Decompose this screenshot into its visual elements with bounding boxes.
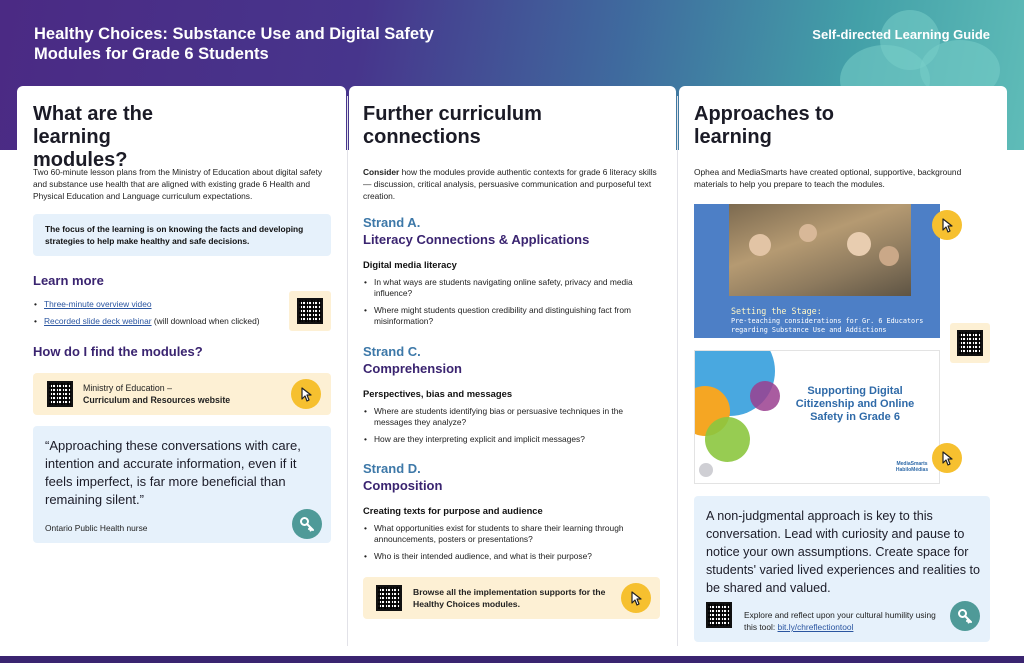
non-judgmental-text: A non-judgmental approach is key to this conversation. Lead with curiosity and pause to notice your own assumptions. Create space for students' varied lived experiences and realities to be shared and valued. bbox=[706, 509, 981, 595]
qr-code[interactable] bbox=[957, 330, 983, 356]
strand-name: Comprehension bbox=[363, 361, 462, 376]
student-figure bbox=[847, 232, 871, 256]
focus-box bbox=[33, 214, 331, 256]
decorative-circle bbox=[699, 463, 713, 477]
strand-c-heading bbox=[363, 343, 462, 377]
student-figure bbox=[749, 234, 771, 256]
list-item: • In what ways are students navigating online safety, privacy and media influence? bbox=[363, 277, 655, 299]
strand-subheading: Creating texts for purpose and audience bbox=[363, 505, 543, 516]
approaches-intro: Ophea and MediaSmarts have created optional, supportive, background materials to help you prepare to teach the modules. bbox=[694, 167, 962, 189]
consider-word: Consider bbox=[363, 167, 400, 177]
cursor-click-icon[interactable] bbox=[932, 210, 962, 240]
column-approaches bbox=[679, 86, 1007, 656]
quote-box bbox=[33, 426, 331, 543]
guide-label: Self-directed Learning Guide bbox=[812, 27, 990, 42]
mediasmarts-logo: MediaSmarts HabiloMédias bbox=[895, 461, 929, 473]
focus-text: The focus of the learning is on knowing the facts and developing strategies to help make healthy and safe decisions. bbox=[45, 224, 304, 246]
list-item: • Who is their intended audience, and what is their purpose? bbox=[363, 551, 655, 562]
thumbnail-title: Setting the Stage: bbox=[731, 306, 822, 316]
curriculum-heading: Further curriculum connections bbox=[363, 103, 542, 148]
ministry-line-1: Ministry of Education – bbox=[83, 383, 172, 393]
strand-label: Strand D. bbox=[363, 461, 421, 476]
learn-more-links bbox=[33, 299, 293, 333]
learn-more-qr-frame bbox=[289, 291, 331, 331]
ministry-line-2: Curriculum and Resources website bbox=[83, 395, 231, 405]
column-divider bbox=[347, 96, 348, 646]
strand-label: Strand C. bbox=[363, 344, 421, 359]
decorative-circle bbox=[705, 417, 750, 462]
key-icon bbox=[292, 509, 322, 539]
decorative-circle bbox=[750, 381, 780, 411]
strand-a-questions bbox=[363, 277, 655, 333]
list-item: • How are they interpreting explicit and implicit messages? bbox=[363, 434, 655, 445]
curriculum-intro-rest: how the modules provide authentic contexts for grade 6 literacy skills — discussion, critical analysis, persuasive communication and purposeful text creation. bbox=[363, 167, 657, 201]
cursor-click-icon[interactable] bbox=[291, 379, 321, 409]
list-item bbox=[33, 299, 293, 310]
classroom-photo bbox=[729, 204, 911, 296]
cursor-click-icon[interactable] bbox=[621, 583, 651, 613]
qr-code[interactable] bbox=[376, 585, 402, 611]
strand-d-questions bbox=[363, 523, 655, 568]
modules-intro: Two 60-minute lesson plans from the Ministry of Education about digital safety and substance use health that are aligned with existing grade 6 Health and Physical Education and Language curriculum expectations. bbox=[33, 167, 323, 201]
strand-d-heading bbox=[363, 460, 442, 494]
browse-supports-text: Browse all the implementation supports for the Healthy Choices modules. bbox=[413, 587, 606, 609]
student-figure bbox=[879, 246, 899, 266]
cursor-click-icon[interactable] bbox=[932, 443, 962, 473]
strand-a-heading bbox=[363, 214, 589, 248]
strand-c-questions bbox=[363, 406, 655, 451]
list-item: • Where might students question credibility and distinguishing fact from misinformation? bbox=[363, 305, 655, 327]
key-icon bbox=[950, 601, 980, 631]
strand-subheading: Perspectives, bias and messages bbox=[363, 388, 513, 399]
list-item: • Where are students identifying bias or persuasive techniques in the messages they analyze? bbox=[363, 406, 655, 428]
explore-label: Explore and reflect upon your cultural humility using this tool: bbox=[744, 610, 936, 632]
ministry-resource-box[interactable] bbox=[33, 373, 331, 415]
curriculum-intro bbox=[363, 166, 661, 202]
column-curriculum-connections bbox=[349, 86, 676, 656]
footer-bar bbox=[0, 656, 1024, 663]
nurse-quote: “Approaching these conversations with care, intention and accurate information, even if it feels imperfect, is far more beneficial than remaining silent.” bbox=[45, 438, 301, 507]
qr-code[interactable] bbox=[297, 298, 323, 324]
find-modules-heading: How do I find the modules? bbox=[33, 344, 203, 359]
browse-supports-box[interactable] bbox=[363, 577, 660, 619]
setting-stage-qr-frame bbox=[950, 323, 990, 363]
learn-more-heading: Learn more bbox=[33, 273, 104, 288]
reflection-tool-link[interactable]: bit.ly/chreflectiontool bbox=[777, 622, 854, 632]
student-figure bbox=[799, 224, 817, 242]
cultural-humility-box bbox=[694, 496, 990, 642]
explore-text bbox=[744, 609, 944, 633]
qr-code[interactable] bbox=[706, 602, 732, 628]
strand-subheading: Digital media literacy bbox=[363, 259, 457, 270]
column-learning-modules bbox=[17, 86, 346, 656]
strand-name: Composition bbox=[363, 478, 443, 493]
webinar-link[interactable]: Recorded slide deck webinar bbox=[44, 316, 152, 326]
thumbnail-title: Supporting Digital Citizenship and Online Safety in Grade 6 bbox=[795, 385, 915, 423]
column-divider bbox=[677, 96, 678, 646]
list-item: • What opportunities exist for students to share their learning through announcements, posters or presentations? bbox=[363, 523, 655, 545]
thumbnail-subtitle: Pre-teaching considerations for Gr. 6 Educators regarding Substance Use and Addictions bbox=[731, 317, 924, 334]
strand-label: Strand A. bbox=[363, 215, 421, 230]
overview-video-link[interactable]: Three-minute overview video bbox=[44, 299, 152, 309]
quote-attribution: Ontario Public Health nurse bbox=[45, 523, 148, 533]
qr-code[interactable] bbox=[47, 381, 73, 407]
list-item bbox=[33, 316, 293, 327]
learning-modules-heading: What are the learning modules? bbox=[33, 103, 154, 171]
approaches-heading: Approaches to learning bbox=[694, 103, 835, 148]
digital-citizenship-thumbnail[interactable] bbox=[694, 350, 940, 484]
guide-title: Healthy Choices: Substance Use and Digital Safety Modules for Grade 6 Students bbox=[34, 25, 434, 63]
strand-name: Literacy Connections & Applications bbox=[363, 232, 590, 247]
setting-the-stage-thumbnail[interactable] bbox=[694, 204, 940, 338]
download-note: (will download when clicked) bbox=[151, 316, 260, 326]
